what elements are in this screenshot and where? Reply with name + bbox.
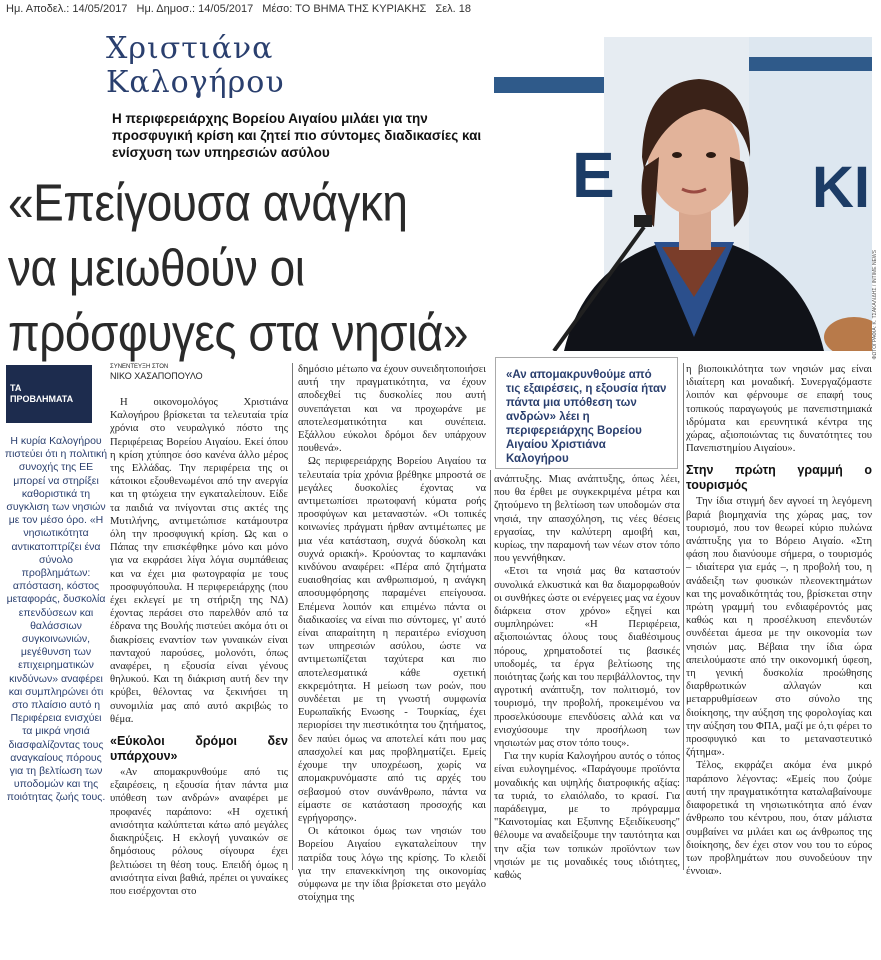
section-heading: Στην πρώτη γραμμή ο τουρισμός — [686, 463, 872, 493]
interviewee-name — [106, 32, 486, 100]
retrieval-date: Ημ. Αποδελ.: 14/05/2017 — [6, 3, 128, 15]
photo-credit: ΦΩΤΟΓΡΑΦΙΑ: Κ. ΤΣΑΚΑΛΙΔΗΣ / INTIME NEWS — [872, 250, 878, 360]
paragraph: «Αν απομακρυνθούμε από τις εξαιρέσεις, η εξουσία ήταν πάντα μια υπόθεση των ανδρών» αναφέρει με προφανές παράπονο: «Η σχετική ανισότητα καλύπτεται κάτω από μεγάλες διακηρύξεις. Η εκλογή γυναικών σε δημόσιους ρόλους σίγουρα έχει βελτιώσει τη θέση τους. Επειδή όμως η ανισότητα είναι βαθιά, πρέπει οι γυναίκες που εισέρχονται στο — [110, 767, 288, 897]
paragraph: η βιοποικιλότητα των νησιών μας είναι ιδιαίτερη και μοναδική. Συνεργαζόμαστε λοιπόν και φέρνουμε σε επαφή τους τοπικούς παραγωγούς με πανεπιστημιακά ιδρύματα και ερευνητικά κέντρα της χώρας, αξιοποιώντας τις δυνατότητες του Πανεπιστημίου Αιγαίου». — [686, 364, 872, 455]
page-number: Σελ. 18 — [435, 3, 471, 15]
publication-date: Ημ. Δημοσ.: 14/05/2017 — [136, 3, 254, 15]
backdrop-letter-right: ΚΙ — [812, 155, 870, 220]
column-divider — [490, 470, 491, 870]
article-column-4 — [686, 363, 872, 878]
paragraph: «Ετσι τα νησιά μας θα καταστούν συνολικά ελκυστικά και θα διαμορφωθούν οι συνθήκες ώστε οι ενέργειες μας να έχουν διάρκεια στον χρόνο» εξηγεί και συμπληρώνει: «Η Περιφέρεια, αξιοποιώντας όλους τους διαθέσιμους πόρους, χρηματοδοτεί τις βασικές υποδομές, τα έργα βελτίωσης της ποιότητας ζωής και του περιβάλλοντος, την αγροτική ανάπτυξη, τον πολιτισμό, τον τουρισμό, την προβολή, προκειμένου να προσελκύσουμε επενδύσεις αλλά και να ενισχύσουμε την προσήλωση των νησιωτών μας στον τόπο τους». — [494, 566, 680, 750]
paragraph: Η οικονομολόγος Χριστιάνα Καλογήρου βρίσκεται τα τελευταία τρία χρόνια στο νευραλγικό πόστο της Περιφέρειας Βορείου Αιγαίου. Εκεί όπου η κρίση χτύπησε όσο κανένα άλλο μέρος της Ελλάδας. Την περιφέρεια της οι κάτοικοι εξουθενωμένοι από την ανεργία και τη φτώχεια την εγκαταλείπουν. Είδε τα παιδιά να πνίγονται στις ακτές της Μυτιλήνης, αντιμετώπισε κατάμουτρα όλη την προσφυγική κρίση. Ως και ο Πάπας την επισκέφθηκε μόνο και μόνο για να εκφράσει λίγα λόγια συμπάθειας και να έχει μια φωτογραφία με τους προσφυγόπουλα. Η περιφερειάρχης (που έχει εκλεγεί με τη στήριξη της ΝΔ) έχοντας περάσει στο παρελθόν από τα έδρανα της Βουλής πιστεύει ακόμα ότι οι διακρίσεις εναντίον των γυναικών είναι πανταχού παρούσες, μολονότι, όπως αναφέρει, η εξουσία είναι γένους θηλυκού. Και τη διάκριση αυτή δεν την κρύβει, θέλοντας να ξεκινήσει τη συνομιλία μας από αυτό ακριβώς το θέμα. — [110, 397, 288, 725]
sidebar-body: Η κυρία Καλογήρου πιστεύει ότι η πολιτική συνοχής της ΕΕ μπορεί να στηρίξει καθοριστικά τη συγκλιση των νησιών με τον μέσο όρο. «Η νησιωτικότητα αντικατοπτρίζει ένα σύνολο προβλημάτων: απόσταση, κόστος μεταφοράς, δυσκολία επενδύσεων και θαλάσσιων συγκοινωνιών, μεγέθυνση των επιχειρηματικών κινδύνων» αναφέρει και συμπληρώνει ότι στο πλαίσιο αυτό η Περιφέρεια ενισχύει τα μικρά νησιά διασφαλίζοντας τους αναγκαίους πόρους για τη βελτίωση των υποδομών και της ποιότητας ζωής τους. — [4, 435, 108, 804]
pull-quote — [495, 357, 678, 469]
column-divider — [292, 363, 293, 870]
article-headline — [8, 170, 498, 365]
article-subhead: Η περιφερειάρχης Βορείου Αιγαίου μιλάει για την προσφυγική κρίση και ζητεί πιο σύντομες διαδικασίες και ενίσχυση των υπηρεσιών ασύλου — [112, 111, 482, 160]
paragraph: Οι κάτοικοι όμως των νησιών του Βορείου Αιγαίου εγκαταλείπουν την πατρίδα τους λόγω της κρίσης. Το κλειδί για την επανεκκίνηση της οικονομίας σύμφωνα με την ίδια βρίσκεται στο μεγάλο στοίχημα της — [298, 826, 486, 904]
paragraph: Τέλος, εκφράζει ακόμα ένα μικρό παράπονο λέγοντας: «Εμείς που ζούμε αυτή την πραγματικότητα καταλαβαίνουμε διαφορετικά τη νησιωτικότητα από έναν άνθρωπο του κέντρου, που, όταν μάλιστα συμβαίνει να μιλάει και ως άνθρωπος της διοίκησης, δεν έχει στον νου του το εύρος των προβλημάτων που συνοδεύουν την έννοια». — [686, 760, 872, 878]
paragraph: Για την κυρία Καλογήρου αυτός ο τόπος είναι ευλογημένος. «Παράγουμε προϊόντα μοναδικής και υψηλής διατροφικής αξίας: τα τυριά, το ελαιόλαδο, το κρασί. Για παράδειγμα, με το πρόγραμμα "Καινοτομίας και Εξυπνης Εξειδίκευσης" θέλουμε να αναδείξουμε την ταυτότητα και την αξία των τοπικών προϊόντων των νησιών με τις μοναδικές τους ιδιότητες, καθώς — [494, 751, 680, 882]
pull-quote-text: «Αν απομακρυνθούμε από τις εξαιρέσεις, η εξουσία ήταν πάντα μια υπόθεση των ανδρών» λέει η περιφερειάρχης Βορείου Αιγαίου Χριστιάνα Καλογήρου — [506, 369, 667, 465]
headline-line: «Επείγουσα ανάγκη — [8, 173, 408, 232]
badge-line: ΠΡΟΒΛΗΜΑΤΑ — [10, 394, 74, 404]
section-heading: «Εύκολοι δρόμοι δεν υπάρχουν» — [110, 734, 288, 764]
media-source: Μέσο: ΤΟ ΒΗΜΑ ΤΗΣ ΚΥΡΙΑΚΗΣ — [262, 3, 427, 15]
article-column-3 — [494, 473, 680, 882]
byline-label: ΣΥΝΕΝΤΕΥΞΗ ΣΤΟΝ — [110, 364, 169, 370]
paragraph: Ως περιφερειάρχης Βορείου Αιγαίου τα τελευταία τρία χρόνια βρέθηκε μπροστά σε μεγάλες δυσκολίες έχοντας να αντιμετωπίσει πρωτοφανή κύματα ροής προσφύγων και μεταναστών. «Οι τοπικές κοινωνίες πράγματι ήρθαν αντιμέτωπες με μια νέα κατάσταση, συχνά δύσκολη και συχνά οριακή». Κρούοντας το καμπανάκι κινδύνου αναφέρει: «Πέρα από ζητήματα ευαισθησίας και ανθρωπισμού, η ανάγκη αποσυμφόρησης παραμένει επείγουσα. Επέμενα λοιπόν και επιμένω πάντα οι διαδικασίες να είναι πιο σύντομες, γι' αυτό είναι απαραίτητη η περαιτέρω ενίσχυση των υπηρεσιών ασύλου, ώστε να αντιμετωπίζεται ταχύτερα και πιο αποτελεσματικά κάθε σχετική εκκρεμότητα. Η μείωση των ροών, που συνδέεται με τη γνωστή συμφωνία Ευρωπαϊκής Ενωσης - Τουρκίας, έχει περιορίσει την πιεστικότητα του ζητήματος, δεν παύει όμως να αποτελεί κάτι που μας απασχολεί και μας προβληματίζει. Εμείς έχουμε την υποχρέωση, χωρίς να απομακρυνόμαστε από τις αρχές του σεβασμού στον συνάνθρωπο, πάντα να είμαστε σε κατάσταση προσοχής και εγρήγορσης». — [298, 456, 486, 824]
column-divider — [683, 363, 684, 870]
author-last-name: Καλογήρου — [106, 65, 285, 100]
sidebar-badge — [6, 365, 92, 423]
headline-line: να μειωθούν οι — [8, 238, 305, 297]
portrait-illustration — [494, 37, 872, 351]
paragraph: δημόσιο μέτωπο να έχουν συνειδητοποιήσει αυτή την πραγματικότητα, να έχουν αποδεχθεί τις δυσκολίες που αυτή συνεπάγεται και να προχωράνε με αποτελεσματικότητα και συνέπεια. Εξάλλου εύκολοι δρόμοι δεν υπάρχουν πουθενά». — [298, 364, 486, 455]
paragraph: ανάπτυξης. Μιας ανάπτυξης, όπως λέει, που θα έρθει με συγκεκριμένα μέτρα και ζητούμενο τη βελτίωση των υποδομών στα νησιά, την απασχόληση, τις νέες θέσεις εργασίας, την καλύτερη αμοιβή και, κυρίως, την παραμονή των νέων στον τόπο που γεννήθηκαν. — [494, 474, 680, 565]
backdrop-letter: Ε — [572, 139, 615, 211]
problems-sidebar — [4, 365, 108, 805]
byline: ΝΙΚΟ ΧΑΣΑΠΟΠΟΥΛΟ — [110, 371, 203, 381]
article-column-1 — [110, 363, 288, 898]
paragraph: Την ίδια στιγμή δεν αγνοεί τη λεγόμενη βαριά βιομηχανία της χώρας μας, τον τουρισμό, που τον θεωρεί κύριο πυλώνα ανάπτυξης για το Βόρειο Αιγαίο. «Στη φάση που διανύουμε σήμερα, ο τουρισμός – ιδιαίτερα για εμάς –, η προβολή του, η ανάδειξη των φυσικών πλεονεκτημάτων και της μοναδικότητάς του, βρίσκεται στην πρώτη γραμμή του ενδιαφέροντός μας καθώς και η προσέλκυση επενδυτών συνδέεται άμεσα με την οικονομία των νησιών μας. Βέβαια την ίδια ώρα απειλούμαστε από την οικονομική ύφεση, τη γενική δυσκολία προώθησης διαρθρωτικών αλλαγών και μεταρρυθμίσεων στο σύνολο της διοίκησης, την αύξηση της φορολογίας και την αύξηση του ΦΠΑ, μαζί με ό,τι φέρει το προσφυγικό και το μεταναστευτικό ζήτημα». — [686, 496, 872, 759]
article-column-2 — [298, 363, 486, 904]
clipping-header — [0, 0, 881, 20]
portrait-photo — [494, 37, 872, 351]
headline-line: πρόσφυγες στα νησιά» — [8, 303, 468, 362]
author-first-name: Χριστιάνα — [106, 31, 274, 66]
badge-line: ΤΑ — [10, 383, 22, 393]
